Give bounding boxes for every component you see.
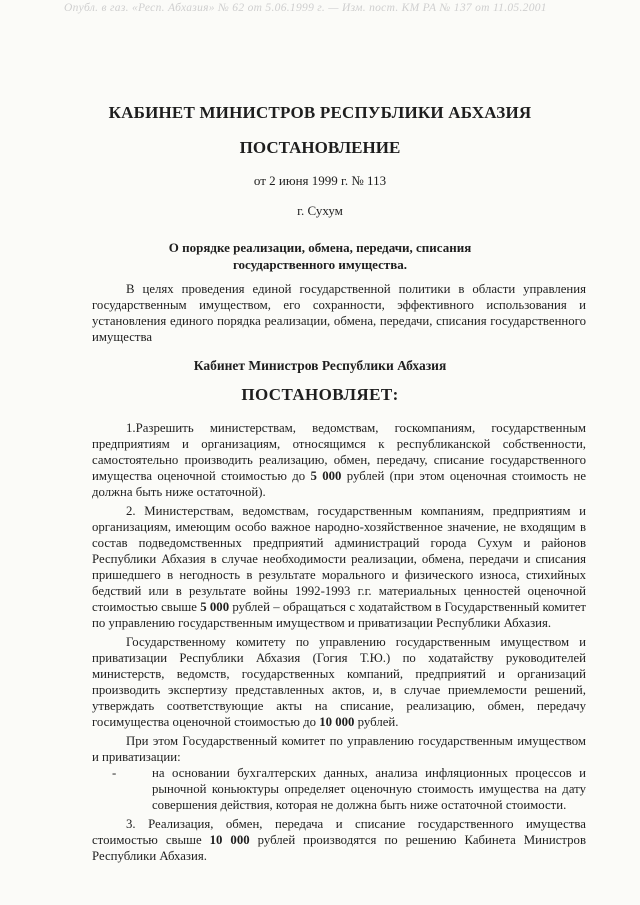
- clause-3-amount: 10 000: [209, 833, 250, 847]
- document-type: ПОСТАНОВЛЕНИЕ: [239, 138, 401, 157]
- clause-2-amount: 5 000: [200, 600, 230, 614]
- document-title-line-1: О порядке реализации, обмена, передачи, списания: [168, 240, 472, 255]
- clause-1: 1.Разрешить министерствам, ведомствам, госкомпаниям, государственным предприятиям и организациям, относящимся к республиканской собственности, самостоятельно производить реализацию, обмен, передачу, списание государственного имущества оценочной стоимостью до 5 000 рублей (при этом оценочная стоимость не должна быть ниже остаточной).: [92, 421, 587, 499]
- preamble-text: В целях проведения единой государственной политики в области управления государственным имуществом, его сохранности, эффективного использования и установления единого порядка реализации, обмена, передачи, списания государственного имущества: [92, 282, 586, 344]
- clause-2-committee-amount: 10 000: [319, 715, 355, 729]
- preamble: [92, 281, 586, 345]
- organization-title: КАБИНЕТ МИНИСТРОВ РЕСПУБЛИКИ АБХАЗИЯ: [108, 103, 532, 122]
- clause-1-amount: 5 000: [310, 469, 342, 483]
- document-city: г. Сухум: [297, 203, 343, 218]
- document-title-line-2: государственного имущества.: [232, 257, 408, 272]
- clause-2-committee: Государственному комитету по управлению государственным имуществом и приватизации Республики Абхазия (Гогия Т.Ю.) по ходатайству руководителей министерств, ведомств, государственных компаний, предприятий и организаций производить экспертизу представленных актов, и, в случае приемлемости решений, утверждать соответствующие акты на списание, реализацию, обмен, передачу госимущества оценочной стоимостью до 10 000 рублей.: [92, 635, 586, 729]
- clause-2: 2. Министерствам, ведомствам, государственным компаниям, предприятиям и организациям, имеющим особо важное народно-хозяйственное значение, не входящим в состав подведомственных предприятий администраций города Сухум и районов Республики Абхазия в случае необходимости реализации, обмена, передачи и списания пришедшего в негодность в результате морального и физического износа, стихийных бедствий или в результате войны 1992-1993 г.г. материальных ценностей оценочной стоимостью свыше 5 000 рублей – обращаться с ходатайством в Государственный комитет по управлению государственным имуществом и приватизации Республики Абхазия.: [92, 504, 586, 630]
- clause-3: 3. Реализация, обмен, передача и списание государственного имущества стоимостью свыше 10 000 рублей производятся по решению Кабинета Министров Республики Абхазия.: [92, 817, 586, 863]
- clause-2-committee-duties: При этом Государственный комитет по управлению государственным имуществом и приватизации:: [92, 734, 586, 764]
- document-title: [0, 239, 640, 273]
- cabinet-line: Кабинет Министров Республики Абхазия: [193, 358, 447, 373]
- resolves-heading: ПОСТАНОВЛЯЕТ:: [241, 385, 399, 404]
- document-date-number: от 2 июня 1999 г. № 113: [253, 173, 387, 188]
- list-dash: -: [112, 766, 117, 780]
- duty-list-item: - на основании бухгалтерских данных, анализа инфляционных процессов и рыночной коньюктуры определяет оценочную стоимость имущества на дату совершения действия, которая не должна быть ниже остаточной стоимости.: [112, 766, 586, 812]
- resolution-body: [92, 420, 586, 864]
- archive-handwritten-note: Опубл. в газ. «Респ. Абхазия» № 62 от 5.06.1999 г. — Изм. пост. КМ РА № 137 от 11.05.2001: [64, 2, 547, 14]
